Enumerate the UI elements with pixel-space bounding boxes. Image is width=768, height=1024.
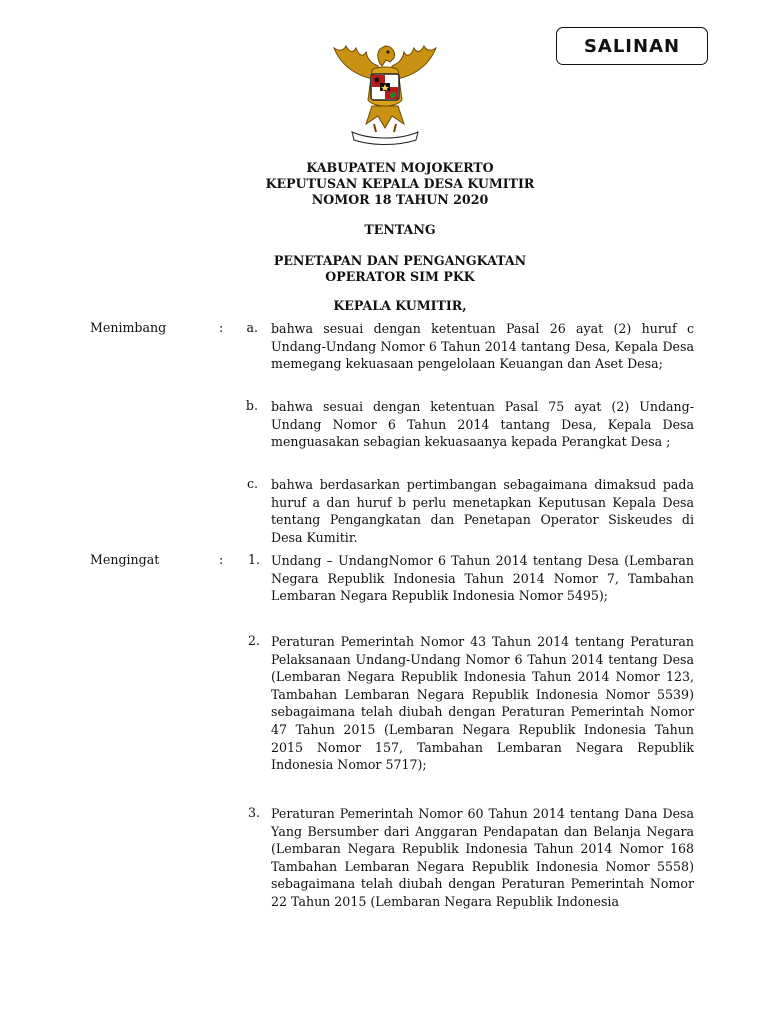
- menimbang-label: Menimbang: [90, 320, 167, 335]
- item-text: Undang – UndangNomor 6 Tahun 2014 tentang Desa (Lembaran Negara Republik Indonesia Tahun 2014 Nomor 7, Tambahan Lembaran Negara Republik Indonesia Nomor 5495);: [271, 553, 694, 604]
- mengingat-colon: :: [219, 552, 224, 567]
- item-mark: 1.: [247, 552, 260, 567]
- header-subject-line2: OPERATOR SIM PKK: [325, 269, 475, 284]
- item-text: Peraturan Pemerintah Nomor 60 Tahun 2014 tentang Dana Desa Yang Bersumber dari Anggaran Pendapatan dan Belanja Negara (Lembaran Negara Republik Indonesia Tahun 2014 Nomor 168 Tambahan Lembaran Negara Republik Indonesia Nomor 5558) sebagaimana telah diubah dengan Peraturan Pemerintah Nomor 22 Tahun 2015 (Lembaran Negara Republik Indonesia: [271, 806, 694, 909]
- menimbang-colon: :: [219, 320, 224, 335]
- header-subject-line1: PENETAPAN DAN PENGANGKATAN: [273, 253, 527, 268]
- item-text: bahwa sesuai dengan ketentuan Pasal 75 ayat (2) Undang-Undang Nomor 6 Tahun 2014 tantang Desa, Kepala Desa menguasakan sebagian kekuasaanya kepada Perangkat Desa ;: [271, 399, 694, 450]
- item-mark: c.: [246, 476, 258, 491]
- header-tentang: TENTANG: [364, 222, 436, 237]
- item-mark: 2.: [247, 633, 260, 648]
- item-mark: b.: [245, 398, 258, 413]
- header-regency: KABUPATEN MOJOKERTO: [306, 160, 494, 175]
- item-mark: a.: [246, 320, 258, 335]
- header-decree-title: KEPUTUSAN KEPALA DESA KUMITIR: [265, 176, 535, 191]
- garuda-emblem-icon: [330, 40, 440, 150]
- item-text: Peraturan Pemerintah Nomor 43 Tahun 2014 tentang Peraturan Pelaksanaan Undang-Undang Nomor 6 Tahun 2014 tentang Desa (Lembaran Negara Republik Indonesia Tahun 2014 Nomor 123, Tambahan Lembaran Negara Republik Indonesia Nomor 5539) sebagaimana telah diubah dengan Peraturan Pemerintah Nomor 47 Tahun 2015 (Lembaran Negara Republik Indonesia Tahun 2015 Nomor 157, Tambahan Lembaran Negara Republik Indonesia Nomor 5717);: [271, 634, 694, 773]
- salinan-stamp: SALINAN: [556, 27, 708, 65]
- mengingat-label: Mengingat: [90, 552, 160, 567]
- item-mark: 3.: [247, 805, 260, 820]
- item-text: bahwa berdasarkan pertimbangan sebagaimana dimaksud pada huruf a dan huruf b perlu menetapkan Keputusan Kepala Desa tentang Pengangkatan dan Penetapan Operator Siskeudes di Desa Kumitir.: [271, 477, 694, 545]
- header-issuer: KEPALA KUMITIR,: [333, 298, 467, 313]
- item-text: bahwa sesuai dengan ketentuan Pasal 26 ayat (2) huruf c Undang-Undang Nomor 6 Tahun 2014 tantang Desa, Kepala Desa memegang kekuasaan pengelolaan Keuangan dan Aset Desa;: [271, 321, 694, 372]
- header-decree-number: NOMOR 18 TAHUN 2020: [311, 192, 489, 207]
